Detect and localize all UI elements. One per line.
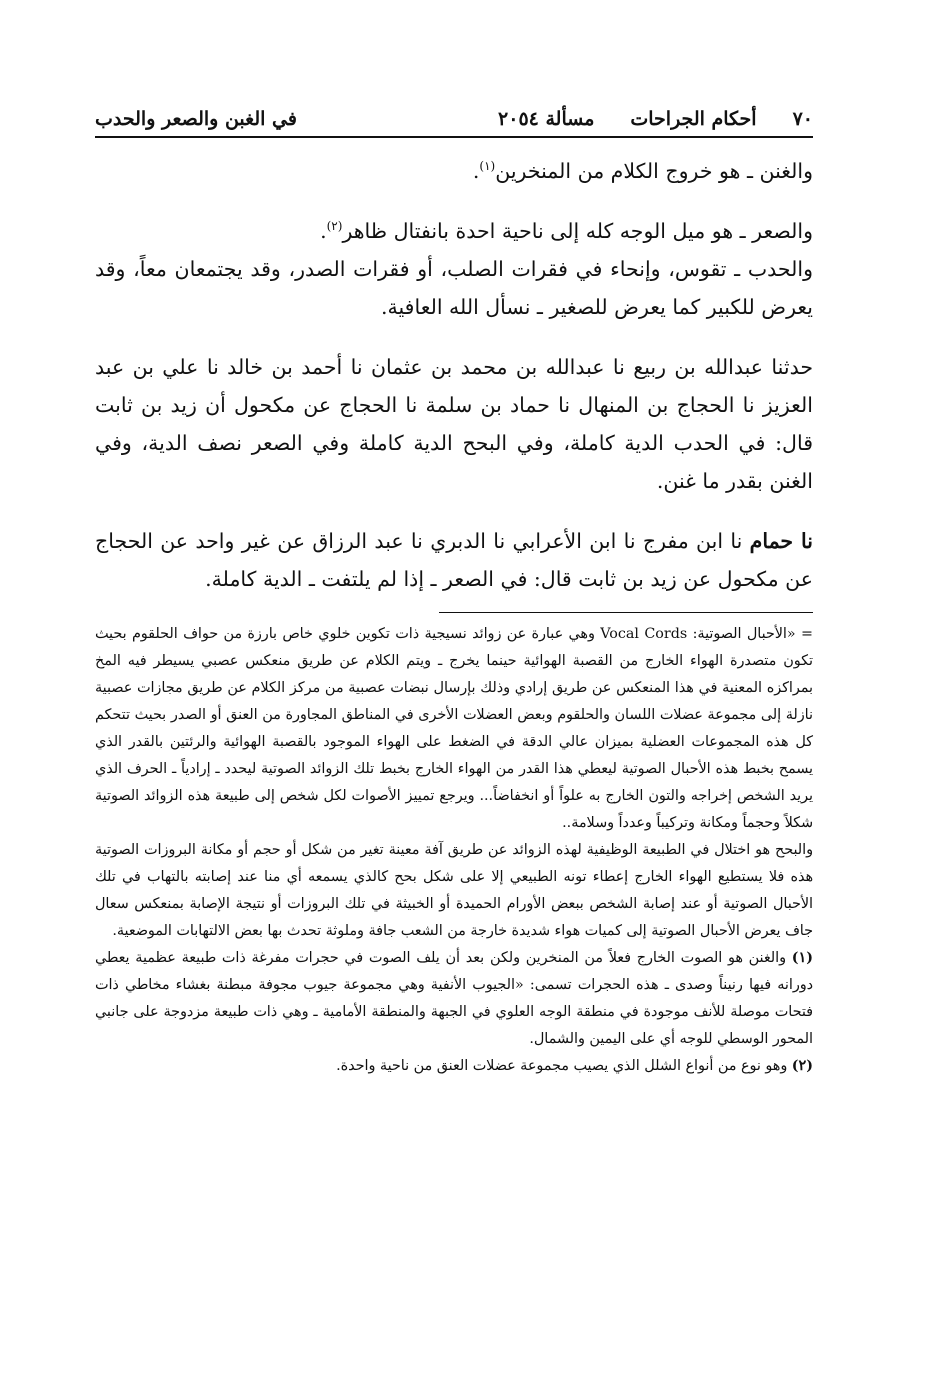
- footnote-ref-1[interactable]: (١): [479, 159, 496, 174]
- chapter-title: في الغبن والصعر والحدب: [95, 108, 297, 130]
- footnote-1-number: (١): [791, 950, 813, 966]
- paragraph-saar: [95, 212, 813, 250]
- hadith-text: نا ابن مفرج نا ابن الأعرابي نا الدبري نا عبد الرزاق عن غير واحد عن الحجاج عن مكحول عن زيد بن ثابت قال: في الصعر ـ إذا لم يلتفت ـ الدية كاملة.: [95, 529, 813, 591]
- definition-saar: ـ هو ميل الوجه كله إلى ناحية احدة بانفتال ظاهر: [342, 219, 753, 243]
- definition-ghunan: ـ هو خروج الكلام من المنخرين: [495, 159, 760, 183]
- hadith-paragraph-1: حدثنا عبدالله بن ربيع نا عبدالله بن محمد بن عثمان نا أحمد بن خالد نا علي بن عبد العزيز نا الحجاج بن المنهال نا حماد بن سلمة نا الحجاج عن مكحول أن زيد بن ثابت قال: في الحدب الدية كاملة، وفي البحح الدية كاملة وفي الصعر نصف الدية، وفي الغنن بقدر ما غنن.: [95, 355, 813, 493]
- footnote-2: [95, 1053, 813, 1080]
- hadith-paragraph-2: [95, 522, 813, 598]
- footnote-continued-2: والبحح هو اختلال في الطبيعة الوظيفية لهذه الزوائد عن طريق آفة معينة تغير من شكل أو حجم أو مكانة البروزات الصوتية هذه فلا يستطيع الهواء الخارج إعطاء تونه الطبيعي إلا على شكل بحح كالذي يسمعه أي منا عند إصابته بالتهاب في تلك الأحبال الصوتية أو عند إصابة الشخص ببعض الأورام الحميدة أو الخبيثة في تلك البروزات أو نتيجة الإصابة بمنعكس سعال جاف يعرض الأحبال الصوتية إلى كميات هواء شديدة خارجة من الشعب جافة وملوثة تحدث بها بعض الالتهابات الموضعية.: [95, 842, 813, 939]
- page-number: ٧٠: [792, 108, 813, 130]
- footnote-continued-1: [95, 621, 813, 837]
- continuation-mark: =: [801, 626, 814, 642]
- footnote-2-number: (٢): [791, 1058, 813, 1074]
- term-ghunan: والغنن: [759, 159, 813, 183]
- period: .: [472, 159, 480, 183]
- book-page: [95, 108, 813, 1080]
- running-header: [95, 108, 813, 138]
- footnote-continued-text-1: «الأحبال الصوتية: Vocal Cords وهي عبارة عن زوائد نسيجية ذات تكوين خلوي خاص بارزة من حواف الحلقوم بحيث تكون متصدرة الهواء الخارج من القصبة الهوائية حينما يخرج ـ ويتم الكلام عن طريق منعكس عصبي يسيطر فيه المخ بمراكزه المعنية في هذا المنعكس عن طريق إرادي وذلك بإرسال نبضات عصبية من مركز الكلام عن طريق مجازات عصبية نازلة إلى مجموعة عضلات اللسان والحلقوم وبعض العضلات الأخرى في المناطق المجاورة من العنق أو الصدر بحيث تتحكم كل هذه المجموعات العضلية بميزان عالي الدقة في الضغط على الهواء الموجود بالقصبة الهوائية والرئتين بالقدر الذي يسمح بخبط هذه الأحبال الصوتية ليعطي هذا القدر من الهواء الخارج بخبط تلك الزوائد الصوتية ليحدد ـ إرادياً ـ الحرف الذي يريد الشخص إخراجه والتون الخارج به علواً أو انخفاضاً... ويرجع تمييز الأصوات لكل شخص إلى طبيعة هذه الزوائد الصوتية شكلاً وحجماً ومكانة وتركيباً وعدداً وسلامة..: [95, 626, 813, 831]
- book-title: أحكام الجراحات: [630, 108, 757, 130]
- hadith-lead: نا حمام: [749, 529, 813, 553]
- footnote-1: [95, 945, 813, 1053]
- footnote-ref-2[interactable]: (٢): [326, 219, 343, 234]
- header-right-group: [498, 108, 813, 130]
- definition-hadab: ـ تقوس، وإنحاء في فقرات الصلب، أو فقرات الصدر، وقد يجتمعان معاً، وقد يعرض للكبير كما يعرض للصغير ـ نسأل الله العافية.: [95, 257, 813, 319]
- footnote-2-text: وهو نوع من أنواع الشلل الذي يصيب مجموعة عضلات العنق من ناحية واحدة.: [336, 1058, 792, 1074]
- main-text: [95, 152, 813, 598]
- paragraph-ghunan: [95, 152, 813, 190]
- term-saar: والصعر: [752, 219, 813, 243]
- issue-number: مسألة ٢٠٥٤: [498, 108, 595, 130]
- footnotes: [95, 621, 813, 1080]
- footnote-separator: [439, 612, 813, 613]
- period: .: [320, 219, 327, 243]
- term-hadab: والحدب: [747, 257, 813, 281]
- paragraph-hadab: [95, 250, 813, 326]
- footnote-1-text: والغنن هو الصوت الخارج فعلاً من المنخرين ولكن بعد أن يلف الصوت في حجرات مفرغة ذات طبيعة عظمية يعطي دورانه فيها رنيناً وصدى ـ هذه الحجرات تسمى: «الجيوب الأنفية وهي مجموعة جيوب مجوفة مبطنة بغشاء مخاطي ذات فتحات موصلة للأنف موجودة في منطقة الوجه العلوي في الجبهة والمنطقة الأمامية ـ وهي ذات طبيعة مزدوجة على جانبي المحور الوسطي للوجه أي على اليمين والشمال.: [95, 950, 813, 1047]
